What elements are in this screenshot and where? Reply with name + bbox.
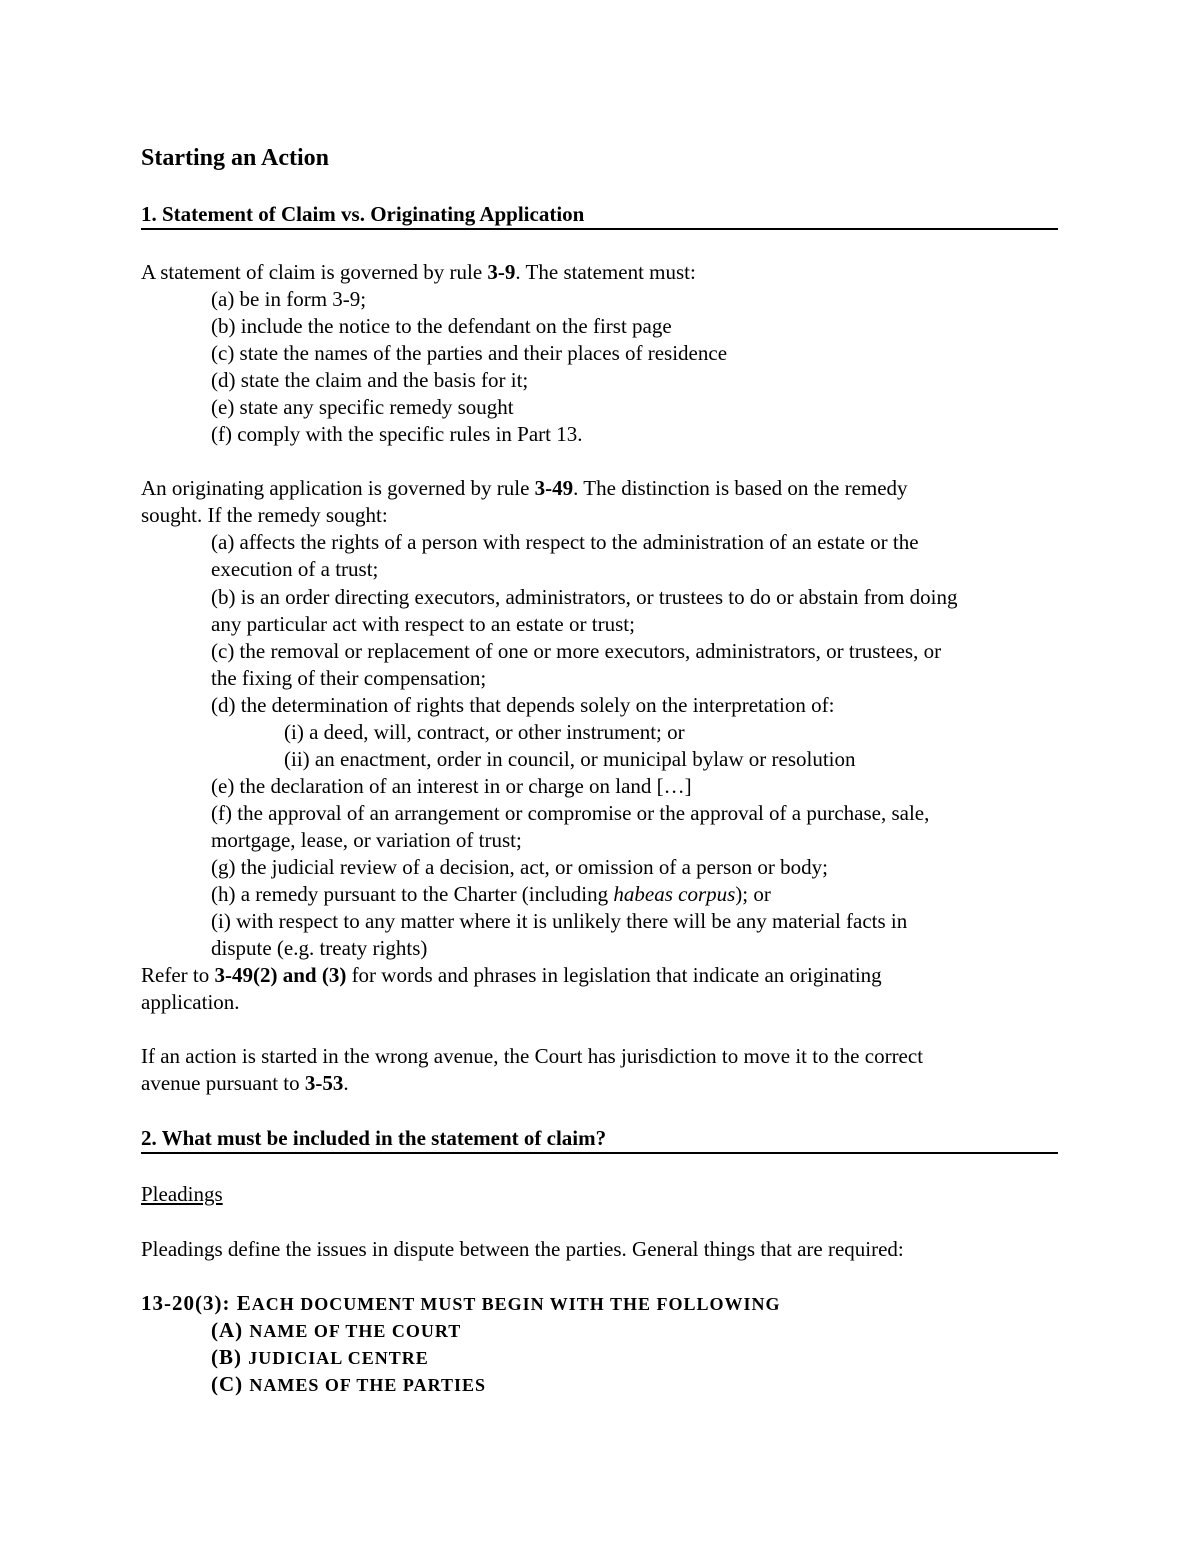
list-item-continuation: the fixing of their compensation; xyxy=(211,666,487,690)
list-item-continuation: mortgage, lease, or variation of trust; xyxy=(211,828,522,852)
paragraph-line: application. xyxy=(141,990,240,1014)
list-item: (e) state any specific remedy sought xyxy=(211,395,514,419)
list-item: (f) the approval of an arrangement or compromise or the approval of a purchase, sale, xyxy=(211,801,930,825)
rule-reference: 3-49(2) and (3) xyxy=(214,963,347,987)
pleadings-paragraph: Pleadings define the issues in dispute between the parties. General things that are required: xyxy=(141,1237,904,1261)
list-item-continuation: execution of a trust; xyxy=(211,557,379,581)
sub-list-item: (ii) an enactment, order in council, or municipal bylaw or resolution xyxy=(284,747,856,771)
list-item: (c) state the names of the parties and their places of residence xyxy=(211,341,728,365)
list-item: (h) a remedy pursuant to the Charter (including habeas corpus); or xyxy=(211,882,771,906)
rule-13-20-heading: 13-20(3): EACH DOCUMENT MUST BEGIN WITH THE FOLLOWING xyxy=(141,1291,781,1315)
section-1-heading: 1. Statement of Claim vs. Originating Application xyxy=(141,201,1058,230)
required-item: (A) NAME OF THE COURT xyxy=(211,1318,462,1342)
latin-term: habeas corpus xyxy=(613,882,736,906)
list-item: (a) affects the rights of a person with respect to the administration of an estate or the xyxy=(211,530,919,554)
wrong-avenue-paragraph: If an action is started in the wrong avenue, the Court has jurisdiction to move it to the correct xyxy=(141,1044,924,1068)
application-intro-paragraph: An originating application is governed by rule 3-49. The distinction is based on the remedy xyxy=(141,476,908,500)
list-item: (g) the judicial review of a decision, act, or omission of a person or body; xyxy=(211,855,828,879)
list-item: (b) is an order directing executors, administrators, or trustees to do or abstain from doing xyxy=(211,585,958,609)
rule-reference: 3-53 xyxy=(304,1071,344,1095)
list-item: (b) include the notice to the defendant on the first page xyxy=(211,314,672,338)
list-item: (d) state the claim and the basis for it; xyxy=(211,368,529,392)
section-2-heading: 2. What must be included in the statement of claim? xyxy=(141,1125,1058,1154)
paragraph-line: sought. If the remedy sought: xyxy=(141,503,388,527)
list-item: (i) with respect to any matter where it is unlikely there will be any material facts in xyxy=(211,909,908,933)
refer-paragraph: Refer to 3-49(2) and (3) for words and phrases in legislation that indicate an originating xyxy=(141,963,882,987)
required-item: (C) NAMES OF THE PARTIES xyxy=(211,1372,486,1396)
list-item: (d) the determination of rights that depends solely on the interpretation of: xyxy=(211,693,835,717)
pleadings-subheading: Pleadings xyxy=(141,1182,223,1206)
list-item: (a) be in form 3-9; xyxy=(211,287,367,311)
rule-reference: 3-9 xyxy=(487,260,516,284)
sub-list-item: (i) a deed, will, contract, or other instrument; or xyxy=(284,720,685,744)
paragraph-line: avenue pursuant to 3-53. xyxy=(141,1071,349,1095)
claim-intro-paragraph: A statement of claim is governed by rule 3-9. The statement must: xyxy=(141,260,696,284)
list-item: (c) the removal or replacement of one or more executors, administrators, or trustees, or xyxy=(211,639,942,663)
list-item: (e) the declaration of an interest in or charge on land […] xyxy=(211,774,692,798)
required-item: (B) JUDICIAL CENTRE xyxy=(211,1345,429,1369)
list-item-continuation: any particular act with respect to an estate or trust; xyxy=(211,612,635,636)
document-title: Starting an Action xyxy=(141,145,330,171)
rule-reference: 3-49 xyxy=(534,476,574,500)
list-item: (f) comply with the specific rules in Part 13. xyxy=(211,422,583,446)
list-item-continuation: dispute (e.g. treaty rights) xyxy=(211,936,428,960)
